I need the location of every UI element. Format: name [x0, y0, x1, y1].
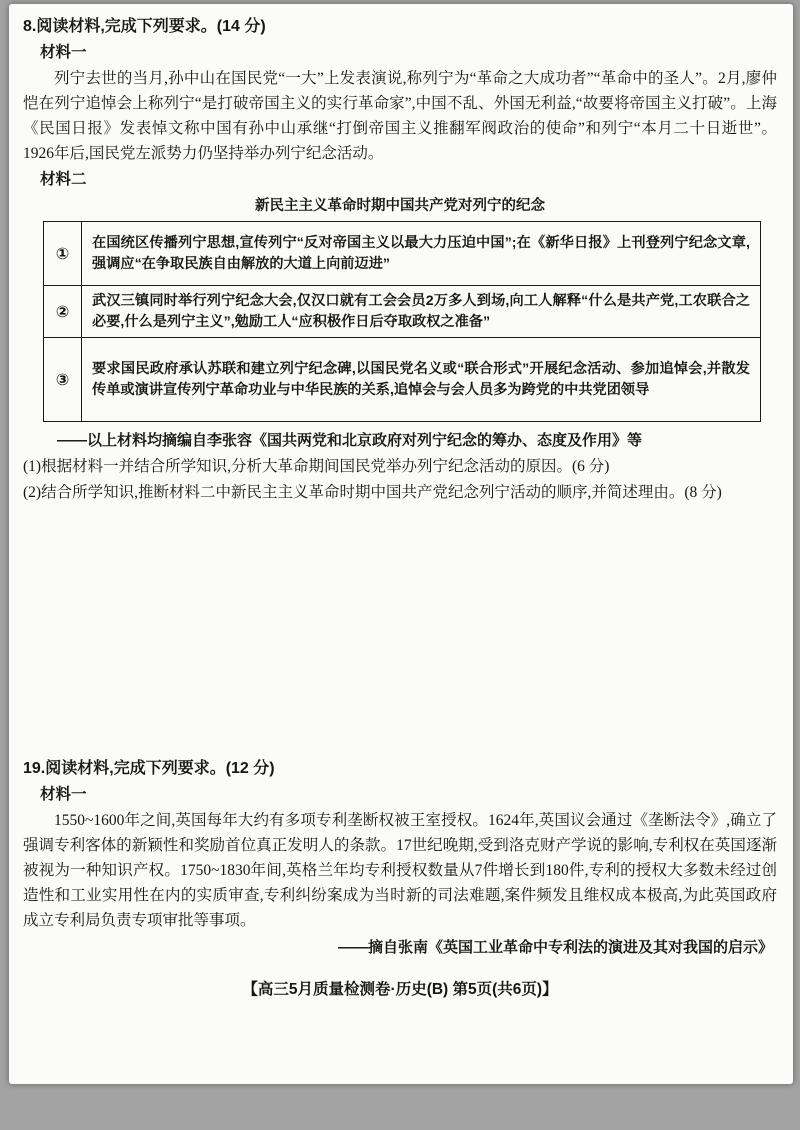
- material2-table: [43, 221, 761, 422]
- q8-material2-label: 材料二: [40, 171, 87, 188]
- exam-page: [9, 4, 793, 1084]
- table-row: [44, 222, 761, 286]
- row-text-cell: 武汉三镇同时举行列宁纪念大会,仅汉口就有工会会员2万多人到场,向工人解释“什么是共产党,工农联合之必要,什么是列宁主义”,勉励工人“应积极作日后夺取政权之准备”: [82, 286, 761, 338]
- row-number-cell: ③: [44, 338, 82, 422]
- q8-material1-paragraph: 列宁去世的当月,孙中山在国民党“一大”上发表演说,称列宁为“革命之大成功者”“革命中的圣人”。2月,廖仲恺在列宁追悼会上称列宁“是打破帝国主义的实行革命家”,中国不乱、外国无利益,“故要将帝国主义打破”。上海《民国日报》发表悼文称中国有孙中山承继“打倒帝国主义推翻军阀政治的使命”和列宁“本月二十日逝世”。1926年后,国民党左派势力仍坚持举办列宁纪念活动。: [23, 70, 777, 162]
- q19-material1-label: 材料一: [40, 786, 87, 803]
- row-text-cell: 在国统区传播列宁思想,宣传列宁“反对帝国主义以最大力压迫中国”;在《新华日报》上刊登列宁纪念文章,强调应“在争取民族自由解放的大道上向前迈进”: [82, 222, 761, 286]
- question-19: [23, 756, 777, 961]
- blank-space: [23, 506, 777, 756]
- q8-subquestion-1: (1)根据材料一并结合所学知识,分析大革命期间国民党举办列宁纪念活动的原因。(6 分): [23, 458, 610, 475]
- row-number-cell: ②: [44, 286, 82, 338]
- q8-table-title: 新民主主义革命时期中国共产党对列宁的纪念: [255, 198, 545, 214]
- q8-material1-label: 材料一: [40, 44, 87, 61]
- table-row: [44, 338, 761, 422]
- page-footer: 【高三5月质量检测卷·历史(B) 第5页(共6页)】: [242, 981, 558, 998]
- q8-subquestion-2: (2)结合所学知识,推断材料二中新民主主义革命时期中国共产党纪念列宁活动的顺序,并简述理由。(8 分): [23, 484, 722, 501]
- row-number-cell: ①: [44, 222, 82, 286]
- q19-attribution: ——摘自张南《英国工业革命中专利法的演进及其对我国的启示》: [337, 939, 773, 956]
- q8-header: 8.阅读材料,完成下列要求。(14 分): [23, 18, 266, 35]
- row-text-cell: 要求国民政府承认苏联和建立列宁纪念碑,以国民党名义或“联合形式”开展纪念活动、参加追悼会,并散发传单或演讲宣传列宁革命功业与中华民族的关系,追悼会与会人员多为跨党的中共党团领导: [82, 338, 761, 422]
- table-row: [44, 286, 761, 338]
- q8-attribution: ——以上材料均摘编自李张容《国共两党和北京政府对列宁纪念的筹办、态度及作用》等: [57, 432, 643, 449]
- q19-header: 19.阅读材料,完成下列要求。(12 分): [23, 760, 275, 777]
- q19-material1-paragraph: 1550~1600年之间,英国每年大约有多项专利垄断权被王室授权。1624年,英国议会通过《垄断法令》,确立了强调专利客体的新颖性和奖励首位真正发明人的条款。17世纪晚期,受到洛克财产学说的影响,专利权在英国逐渐被视为一种知识产权。1750~1830年间,英格兰年均专利授权数量从7件增长到180件,专利的授权大多数未经过创造性和工业实用性在内的实质审查,专利纠纷案成为当时新的司法难题,案件频发且维权成本极高,为此英国政府成立专利局负责专项审批等事项。: [23, 812, 777, 929]
- question-8: [23, 14, 777, 506]
